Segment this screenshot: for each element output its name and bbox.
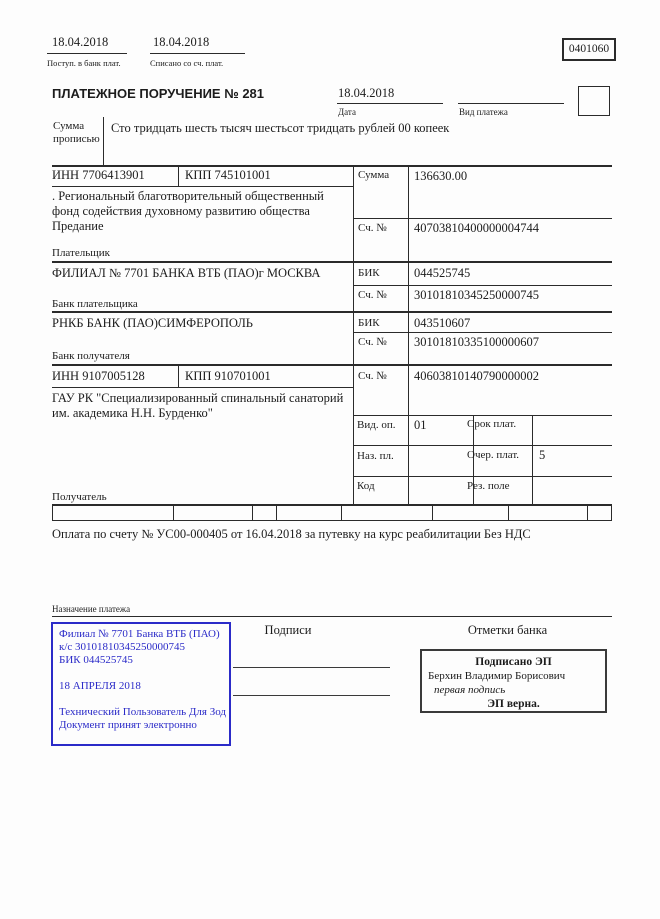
amount-words-value: Сто тридцать шесть тысяч шестьсот тридцать рублей 00 копеек (111, 121, 450, 135)
term-label: Срок плат. (467, 418, 517, 430)
tax-fields-row (52, 504, 612, 521)
blue-stamp-spacer (59, 693, 223, 706)
code-label: Код (357, 480, 375, 492)
payee-inn: ИНН 9107005128 (52, 369, 145, 383)
payer-bank-bik-label: БИК (358, 267, 380, 279)
blue-stamp-bik: БИК 044525745 (59, 654, 133, 666)
tax-field-cell (253, 506, 277, 520)
eds-signed-title: Подписано ЭП (475, 656, 552, 668)
payer-bank-bik: 044525745 (414, 266, 471, 280)
purpose-text: Оплата по счету № УС00-000405 от 16.04.2018 за путевку на курс реабилитации Без НДС (52, 527, 531, 541)
table-line (52, 165, 612, 167)
payer-caption: Плательщик (52, 247, 110, 259)
table-line (353, 165, 354, 504)
payment-kind-checkbox (578, 86, 610, 116)
purpose-underline (52, 616, 612, 617)
date-underline (337, 103, 443, 104)
blue-stamp-note: Документ принят электронно (59, 719, 197, 731)
table-line (353, 476, 612, 477)
table-line (353, 445, 612, 446)
document-date: 18.04.2018 (338, 86, 395, 100)
blue-stamp-corr-account: к/с 30101810345250000745 (59, 641, 186, 653)
bank-blue-stamp (51, 622, 231, 746)
blue-stamp-spacer (59, 667, 223, 680)
payer-kpp: КПП 745101001 (185, 168, 271, 182)
document-title: ПЛАТЕЖНОЕ ПОРУЧЕНИЕ № 281 (52, 86, 265, 101)
payee-account-label: Сч. № (358, 370, 387, 382)
debited-date: 18.04.2018 (153, 35, 210, 49)
received-date-label: Поступ. в банк плат. (47, 58, 121, 68)
form-code: 0401060 (568, 43, 610, 55)
op-type-label: Вид. оп. (357, 419, 396, 431)
tax-field-cell (174, 506, 253, 520)
payee-kpp: КПП 910701001 (185, 369, 271, 383)
payer-bank-account-label: Сч. № (358, 289, 387, 301)
table-line (178, 165, 179, 186)
blue-stamp-date: 18 АПРЕЛЯ 2018 (59, 680, 141, 692)
debited-date-underline (150, 53, 245, 54)
signature-line-2 (233, 695, 390, 696)
eds-signature-kind: первая подпись (434, 684, 506, 696)
purpose-caption: Назначение платежа (52, 604, 131, 614)
tax-field-cell (509, 506, 588, 520)
signature-line-1 (233, 667, 390, 668)
table-line (52, 311, 612, 313)
payee-caption: Получатель (52, 491, 107, 503)
eds-signer-name: Берхин Владимир Борисович (428, 670, 566, 682)
amount-words-label: Сумма прописью (53, 120, 100, 145)
payer-account-label: Сч. № (358, 222, 387, 234)
table-line (52, 387, 353, 388)
table-line (353, 285, 612, 286)
payee-bank-account: 30101810335100000607 (414, 335, 539, 349)
payer-bank-name: ФИЛИАЛ № 7701 БАНКА ВТБ (ПАО)г МОСКВА (52, 266, 321, 280)
payment-kind-label: Вид платежа (459, 107, 508, 117)
payee-bank-name: РНКБ БАНК (ПАО)СИМФЕРОПОЛЬ (52, 316, 253, 330)
form-code-box (562, 38, 616, 61)
payer-bank-caption: Банк плательщика (52, 298, 138, 310)
order-value: 5 (539, 448, 546, 462)
reserve-label: Рез. поле (467, 480, 510, 492)
tax-field-cell (53, 506, 174, 520)
table-line (408, 165, 409, 504)
eds-verified: ЭП верна. (487, 698, 540, 710)
table-line (178, 364, 179, 387)
payee-bank-bik-label: БИК (358, 317, 380, 329)
table-line (353, 415, 612, 416)
tax-field-cell (277, 506, 342, 520)
amount-value: 136630.00 (414, 169, 468, 183)
tax-field-cell (342, 506, 433, 520)
blue-stamp-bank: Филиал № 7701 Банка ВТБ (ПАО) (59, 628, 220, 640)
tax-field-cell (433, 506, 509, 520)
op-type-value: 01 (414, 418, 427, 432)
bank-marks-heading: Отметки банка (467, 623, 548, 637)
signatures-heading: Подписи (264, 623, 312, 637)
date-label: Дата (338, 107, 356, 117)
payee-name: ГАУ РК "Специализированный спинальный санаторий им. академика Н.Н. Бурденко" (52, 391, 344, 420)
payee-bank-account-label: Сч. № (358, 336, 387, 348)
payee-account: 40603810140790000002 (414, 369, 539, 383)
table-line (353, 218, 612, 219)
payee-bank-bik: 043510607 (414, 316, 471, 330)
blue-stamp-user: Технический Пользователь Для Зод (59, 706, 227, 718)
tax-field-cell (588, 506, 611, 520)
table-line (353, 332, 612, 333)
table-line (52, 364, 612, 366)
payer-inn: ИНН 7706413901 (52, 168, 145, 182)
amount-words-divider (103, 117, 104, 166)
order-label: Очер. плат. (467, 449, 520, 461)
payee-bank-caption: Банк получателя (52, 350, 130, 362)
table-line (532, 415, 533, 504)
purpose-code-label: Наз. пл. (357, 450, 394, 462)
debited-date-label: Списано со сч. плат. (150, 58, 224, 68)
table-line (52, 186, 353, 187)
table-line (52, 261, 612, 263)
payment-kind-underline (458, 103, 564, 104)
payer-name: . Региональный благотворительный общественный фонд содействия духовному развитию общества Предание (52, 189, 324, 233)
amount-label: Сумма (358, 169, 390, 181)
eds-stamp-box (420, 649, 607, 713)
payer-account: 40703810400000004744 (414, 221, 539, 235)
received-date: 18.04.2018 (52, 35, 109, 49)
payer-bank-account: 30101810345250000745 (414, 288, 539, 302)
received-date-underline (47, 53, 127, 54)
